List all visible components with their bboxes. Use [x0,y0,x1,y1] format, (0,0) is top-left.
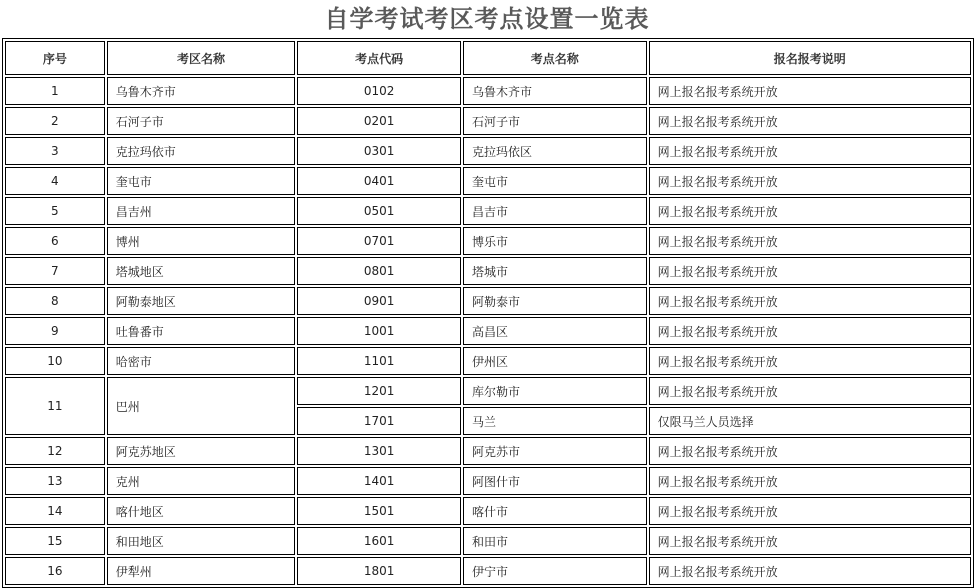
cell-site-code: 0201 [297,107,461,135]
cell-registration-note: 网上报名报考系统开放 [649,167,971,195]
cell-site-code: 0301 [297,137,461,165]
cell-exam-area: 塔城地区 [107,257,296,285]
cell-site-name: 和田市 [463,527,647,555]
cell-site-code: 1001 [297,317,461,345]
cell-site-name: 昌吉市 [463,197,647,225]
cell-registration-note: 网上报名报考系统开放 [649,257,971,285]
cell-site-name: 伊宁市 [463,557,647,585]
cell-site-code: 0901 [297,287,461,315]
cell-site-code: 1101 [297,347,461,375]
cell-exam-area: 克州 [107,467,296,495]
cell-registration-note: 网上报名报考系统开放 [649,227,971,255]
cell-registration-note: 网上报名报考系统开放 [649,137,971,165]
cell-site-name: 塔城市 [463,257,647,285]
table-row [5,77,971,105]
table-row [5,137,971,165]
header-exam-area: 考区名称 [107,41,296,75]
cell-exam-area: 克拉玛依市 [107,137,296,165]
cell-number: 10 [5,347,105,375]
header-registration-note: 报名报考说明 [649,41,971,75]
table-header-row [5,41,971,75]
cell-number: 6 [5,227,105,255]
cell-exam-area: 伊犁州 [107,557,296,585]
table-row [5,437,971,465]
cell-site-code: 0102 [297,77,461,105]
cell-exam-area: 吐鲁番市 [107,317,296,345]
cell-registration-note: 网上报名报考系统开放 [649,467,971,495]
cell-number: 8 [5,287,105,315]
table-row [5,317,971,345]
cell-site-code: 1201 [297,377,461,405]
cell-exam-area: 奎屯市 [107,167,296,195]
cell-site-name: 石河子市 [463,107,647,135]
table-row [5,197,971,225]
cell-number: 16 [5,557,105,585]
cell-number: 4 [5,167,105,195]
table-row [5,107,971,135]
cell-site-name: 乌鲁木齐市 [463,77,647,105]
cell-registration-note: 网上报名报考系统开放 [649,497,971,525]
cell-site-name: 阿图什市 [463,467,647,495]
cell-site-code: 1801 [297,557,461,585]
cell-number: 11 [5,377,105,435]
cell-registration-note: 网上报名报考系统开放 [649,287,971,315]
cell-registration-note: 仅限马兰人员选择 [649,407,971,435]
table-row [5,497,971,525]
cell-exam-area: 巴州 [107,377,296,435]
cell-site-name: 马兰 [463,407,647,435]
cell-number: 14 [5,497,105,525]
table-row [5,377,971,405]
table-body [5,77,971,585]
table-row [5,227,971,255]
exam-site-table [2,38,974,588]
page-title: 自学考试考区考点设置一览表 [324,4,650,33]
cell-site-name: 阿勒泰市 [463,287,647,315]
cell-registration-note: 网上报名报考系统开放 [649,77,971,105]
cell-registration-note: 网上报名报考系统开放 [649,347,971,375]
cell-registration-note: 网上报名报考系统开放 [649,437,971,465]
cell-registration-note: 网上报名报考系统开放 [649,197,971,225]
cell-site-code: 1301 [297,437,461,465]
cell-exam-area: 乌鲁木齐市 [107,77,296,105]
cell-number: 1 [5,77,105,105]
header-number: 序号 [5,41,105,75]
cell-site-code: 1401 [297,467,461,495]
cell-exam-area: 和田地区 [107,527,296,555]
cell-exam-area: 石河子市 [107,107,296,135]
table-row [5,557,971,585]
cell-exam-area: 阿勒泰地区 [107,287,296,315]
cell-registration-note: 网上报名报考系统开放 [649,527,971,555]
cell-registration-note: 网上报名报考系统开放 [649,107,971,135]
cell-site-name: 奎屯市 [463,167,647,195]
cell-site-name: 喀什市 [463,497,647,525]
cell-exam-area: 昌吉州 [107,197,296,225]
cell-registration-note: 网上报名报考系统开放 [649,317,971,345]
table-row [5,467,971,495]
cell-number: 9 [5,317,105,345]
cell-site-name: 博乐市 [463,227,647,255]
cell-number: 7 [5,257,105,285]
cell-site-name: 阿克苏市 [463,437,647,465]
table-row [5,347,971,375]
cell-exam-area: 阿克苏地区 [107,437,296,465]
table-row [5,257,971,285]
cell-site-code: 1601 [297,527,461,555]
header-site-code: 考点代码 [297,41,461,75]
cell-number: 2 [5,107,105,135]
cell-site-code: 0701 [297,227,461,255]
cell-site-name: 库尔勒市 [463,377,647,405]
table-row [5,527,971,555]
cell-number: 13 [5,467,105,495]
cell-registration-note: 网上报名报考系统开放 [649,377,971,405]
cell-exam-area: 喀什地区 [107,497,296,525]
cell-site-name: 伊州区 [463,347,647,375]
table-row [5,287,971,315]
cell-exam-area: 哈密市 [107,347,296,375]
cell-site-code: 1501 [297,497,461,525]
cell-number: 12 [5,437,105,465]
cell-site-code: 0501 [297,197,461,225]
cell-site-code: 1701 [297,407,461,435]
cell-number: 15 [5,527,105,555]
cell-number: 3 [5,137,105,165]
cell-site-name: 克拉玛依区 [463,137,647,165]
cell-site-name: 高昌区 [463,317,647,345]
table-row [5,167,971,195]
cell-site-code: 0801 [297,257,461,285]
cell-number: 5 [5,197,105,225]
cell-registration-note: 网上报名报考系统开放 [649,557,971,585]
header-site-name: 考点名称 [463,41,647,75]
cell-site-code: 0401 [297,167,461,195]
cell-exam-area: 博州 [107,227,296,255]
